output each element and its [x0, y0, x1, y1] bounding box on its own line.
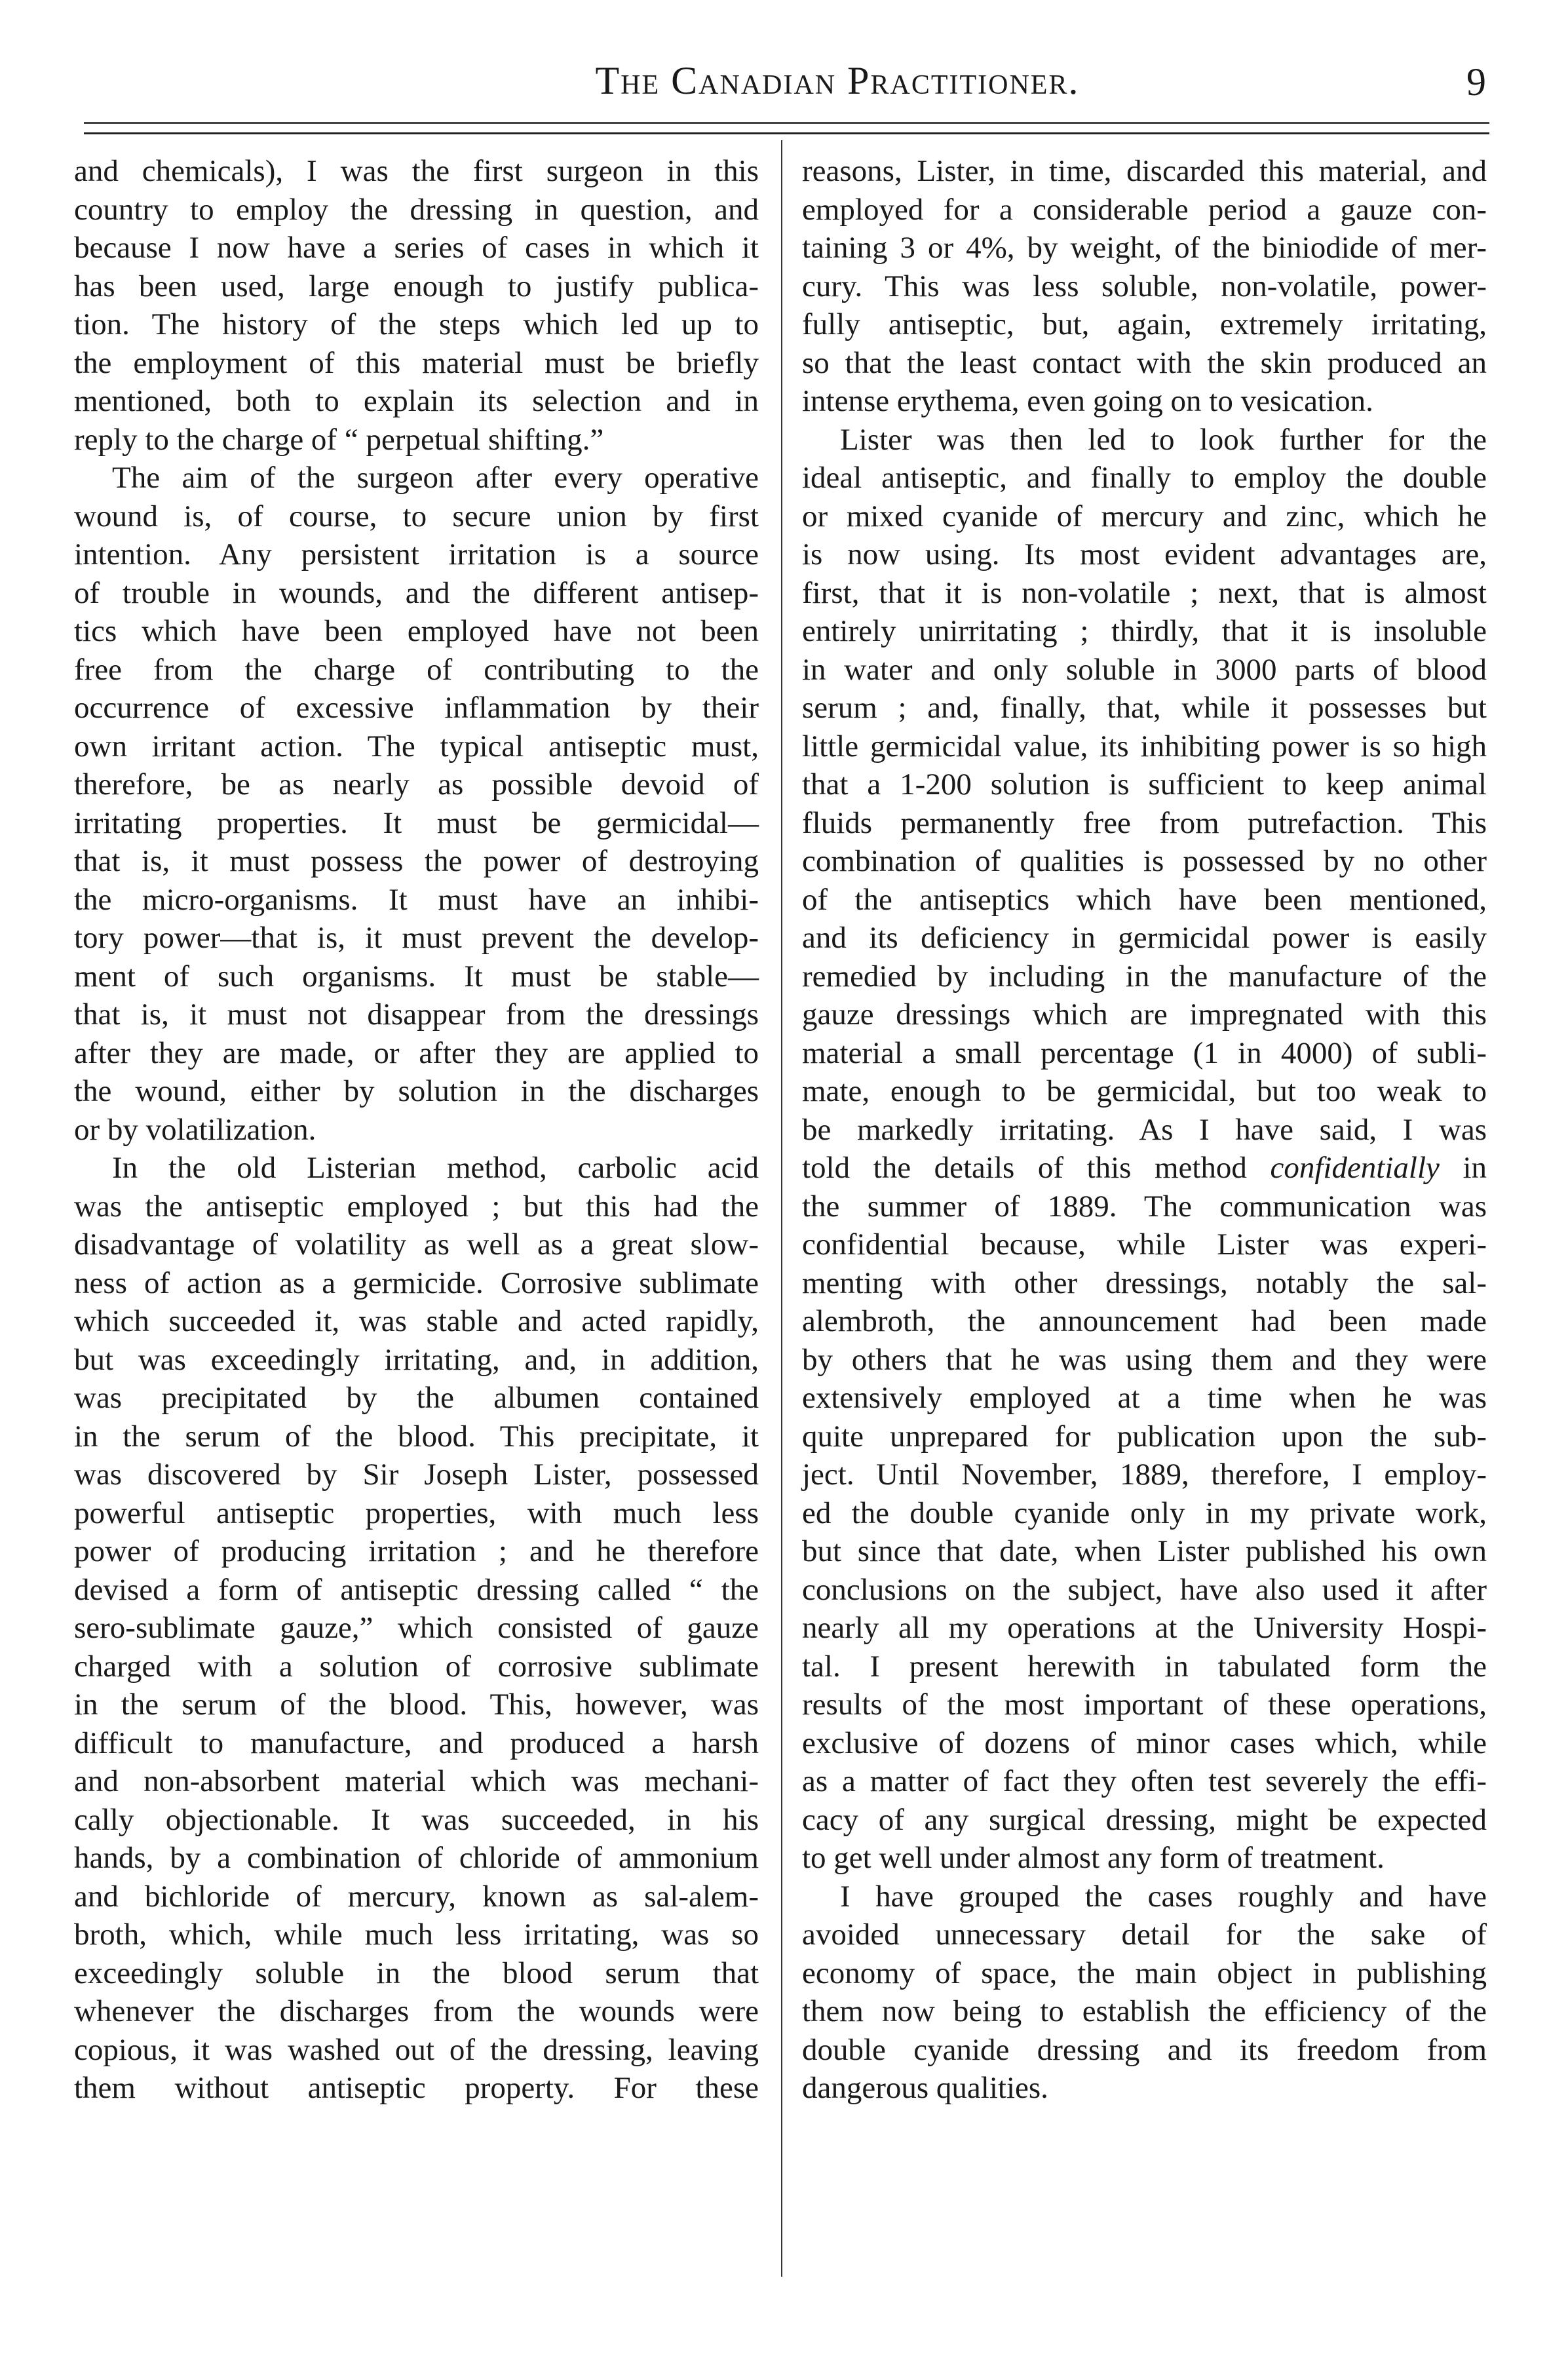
text-line: wound is, of course, to secure union by first: [74, 499, 759, 533]
text-line: menting with other dressings, notably the sal-: [802, 1265, 1487, 1300]
text-line: intense erythema, even going on to vesication.: [802, 384, 1373, 418]
text-line: confidential because, while Lister was experi-: [802, 1227, 1487, 1262]
text-line: mentioned, both to explain its selection and in: [74, 384, 759, 418]
text-line: be markedly irritating. As I have said, I was: [802, 1112, 1487, 1147]
text-line: as a matter of fact they often test severely the effi-: [802, 1764, 1487, 1798]
text-line: extensively employed at a time when he was: [802, 1381, 1487, 1415]
text-line: difficult to manufacture, and produced a harsh: [74, 1726, 759, 1760]
text-line: that a 1-200 solution is sufficient to keep animal: [802, 767, 1487, 801]
text-line: after they are made, or after they are applied to: [74, 1035, 759, 1070]
text-line: but was exceedingly irritating, and, in addition,: [74, 1342, 759, 1377]
text-line: material a small percentage (1 in 4000) of subli-: [802, 1035, 1487, 1070]
text-line: and its deficiency in germicidal power is easily: [802, 921, 1487, 955]
text-line: power of producing irritation ; and he therefore: [74, 1534, 759, 1568]
text-line: the wound, either by solution in the discharges: [74, 1074, 759, 1108]
text-line: Lister was then led to look further for the: [840, 422, 1487, 457]
text-line: by others that he was using them and they were: [802, 1342, 1487, 1377]
text-line: conclusions on the subject, have also used it after: [802, 1572, 1487, 1607]
text-line: mate, enough to be germicidal, but too weak to: [802, 1074, 1487, 1108]
text-line: dangerous qualities.: [802, 2071, 1048, 2105]
text-line: and non-absorbent material which was mechani-: [74, 1764, 759, 1798]
italic-emphasis: confidentially: [1270, 1151, 1440, 1185]
text-line: nearly all my operations at the University Hospi-: [802, 1611, 1487, 1645]
text-line: ness of action as a germicide. Corrosive sublimate: [74, 1265, 759, 1300]
text-line: entirely unirritating ; thirdly, that it is insoluble: [802, 614, 1487, 648]
text-line: them without antiseptic property. For these: [74, 2071, 759, 2105]
text-line: irritating properties. It must be germicidal—: [74, 805, 759, 840]
text-line: I have grouped the cases roughly and have: [840, 1879, 1487, 1914]
text-line: them now being to establish the efficiency of the: [802, 1994, 1487, 2028]
text-line: occurrence of excessive inflammation by their: [74, 691, 759, 725]
header-rule-bottom: [84, 132, 1489, 134]
text-line: quite unprepared for publication upon the sub-: [802, 1419, 1487, 1454]
text-line: in water and only soluble in 3000 parts of blood: [802, 652, 1487, 687]
text-line: broth, which, while much less irritating, was so: [74, 1918, 759, 1952]
text-line: ment of such organisms. It must be stable—: [74, 959, 759, 994]
text-line: little germicidal value, its inhibiting power is so high: [802, 729, 1487, 763]
text-line: hands, by a combination of chloride of ammonium: [74, 1841, 759, 1875]
text-line: disadvantage of volatility as well as a great slow-: [74, 1227, 759, 1262]
text-line: free from the charge of contributing to the: [74, 652, 759, 687]
text-line: taining 3 or 4%, by weight, of the biniodide of mer-: [802, 231, 1487, 265]
text-line: own irritant action. The typical antiseptic must,: [74, 729, 759, 763]
text-line: economy of space, the main object in publishing: [802, 1956, 1487, 1990]
text-line: devised a form of antiseptic dressing called “ the: [74, 1572, 759, 1607]
text-line: because I now have a series of cases in which it: [74, 231, 759, 265]
text-line: gauze dressings which are impregnated with this: [802, 997, 1487, 1032]
text-line: the summer of 1889. The communication was: [802, 1189, 1487, 1224]
text-line: employed for a considerable period a gauze con-: [802, 192, 1487, 227]
page-number: 9: [1466, 60, 1486, 104]
column-divider: [781, 140, 782, 2277]
left-column: [74, 152, 759, 2108]
text-line: was discovered by Sir Joseph Lister, possessed: [74, 1457, 759, 1492]
text-line: was precipitated by the albumen contained: [74, 1381, 759, 1415]
page-header: [84, 39, 1493, 118]
text-line: avoided unnecessary detail for the sake of: [802, 1918, 1487, 1952]
text-line: serum ; and, finally, that, while it possesses but: [802, 691, 1487, 725]
text-line: tal. I present herewith in tabulated form the: [802, 1649, 1487, 1684]
text-line: so that the least contact with the skin produced an: [802, 345, 1487, 380]
text-line: fully antiseptic, but, again, extremely irritating,: [802, 307, 1487, 341]
text-line: tics which have been employed have not been: [74, 614, 759, 648]
text-segment: in: [1439, 1151, 1487, 1185]
text-line: is now using. Its most evident advantages are,: [802, 537, 1487, 571]
text-line: but since that date, when Lister published his own: [802, 1534, 1487, 1568]
text-line: cally objectionable. It was succeeded, in his: [74, 1802, 759, 1837]
text-line: that is, it must possess the power of destroying: [74, 844, 759, 878]
text-line: fluids permanently free from putrefaction. This: [802, 805, 1487, 840]
text-line: to get well under almost any form of treatment.: [802, 1841, 1385, 1875]
text-line: charged with a solution of corrosive sublimate: [74, 1649, 759, 1684]
text-line: or mixed cyanide of mercury and zinc, which he: [802, 499, 1487, 533]
text-line: The aim of the surgeon after every operative: [112, 461, 759, 495]
text-line: alembroth, the announcement had been made: [802, 1304, 1487, 1338]
text-line: ject. Until November, 1889, therefore, I employ-: [802, 1457, 1487, 1492]
text-line: double cyanide dressing and its freedom from: [802, 2032, 1487, 2067]
text-line: in the serum of the blood. This, however, was: [74, 1688, 759, 1722]
text-line: and bichloride of mercury, known as sal-alem-: [74, 1879, 759, 1914]
text-line: therefore, be as nearly as possible devoid of: [74, 767, 759, 801]
text-line: cacy of any surgical dressing, might be expected: [802, 1802, 1487, 1837]
text-line: [802, 1149, 1487, 1187]
text-line: reply to the charge of “ perpetual shifting.”: [74, 422, 604, 457]
text-line: country to employ the dressing in question, and: [74, 192, 759, 227]
header-rule-top: [84, 122, 1489, 124]
text-line: whenever the discharges from the wounds were: [74, 1994, 759, 2028]
text-line: tory power—that is, it must prevent the develop-: [74, 921, 759, 955]
text-line: combination of qualities is possessed by no other: [802, 844, 1487, 878]
text-line: was the antiseptic employed ; but this had the: [74, 1189, 759, 1224]
text-line: that is, it must not disappear from the dressings: [74, 997, 759, 1032]
text-line: or by volatilization.: [74, 1112, 316, 1147]
text-line: and chemicals), I was the first surgeon in this: [74, 154, 759, 188]
text-line: exclusive of dozens of minor cases which, while: [802, 1726, 1487, 1760]
text-line: In the old Listerian method, carbolic acid: [112, 1151, 759, 1185]
text-line: the employment of this material must be briefly: [74, 345, 759, 380]
text-line: the micro-organisms. It must have an inhibi-: [74, 882, 759, 917]
text-line: ed the double cyanide only in my private work,: [802, 1495, 1487, 1530]
text-line: reasons, Lister, in time, discarded this material, and: [802, 154, 1487, 188]
text-line: has been used, large enough to justify publica-: [74, 269, 759, 303]
text-line: powerful antiseptic properties, with much less: [74, 1495, 759, 1530]
text-line: cury. This was less soluble, non-volatile, power-: [802, 269, 1487, 303]
text-line: first, that it is non-volatile ; next, that is almost: [802, 575, 1487, 610]
text-segment: told the details of this method: [802, 1151, 1271, 1185]
text-line: sero-sublimate gauze,” which consisted of gauze: [74, 1611, 759, 1645]
text-line: which succeeded it, was stable and acted rapidly,: [74, 1304, 759, 1338]
text-line: of trouble in wounds, and the different antisep-: [74, 575, 759, 610]
text-line: copious, it was washed out of the dressing, leaving: [74, 2032, 759, 2067]
text-line: of the antiseptics which have been mentioned,: [802, 882, 1487, 917]
text-line: exceedingly soluble in the blood serum that: [74, 1956, 759, 1990]
text-line: tion. The history of the steps which led up to: [74, 307, 759, 341]
running-title: The Canadian Practitioner.: [595, 59, 1080, 102]
text-line: intention. Any persistent irritation is a source: [74, 537, 759, 571]
text-line: in the serum of the blood. This precipitate, it: [74, 1419, 759, 1454]
text-line: ideal antiseptic, and finally to employ the double: [802, 461, 1487, 495]
right-column: [802, 152, 1487, 2108]
text-line: results of the most important of these operations,: [802, 1688, 1487, 1722]
text-line: remedied by including in the manufacture of the: [802, 959, 1487, 994]
